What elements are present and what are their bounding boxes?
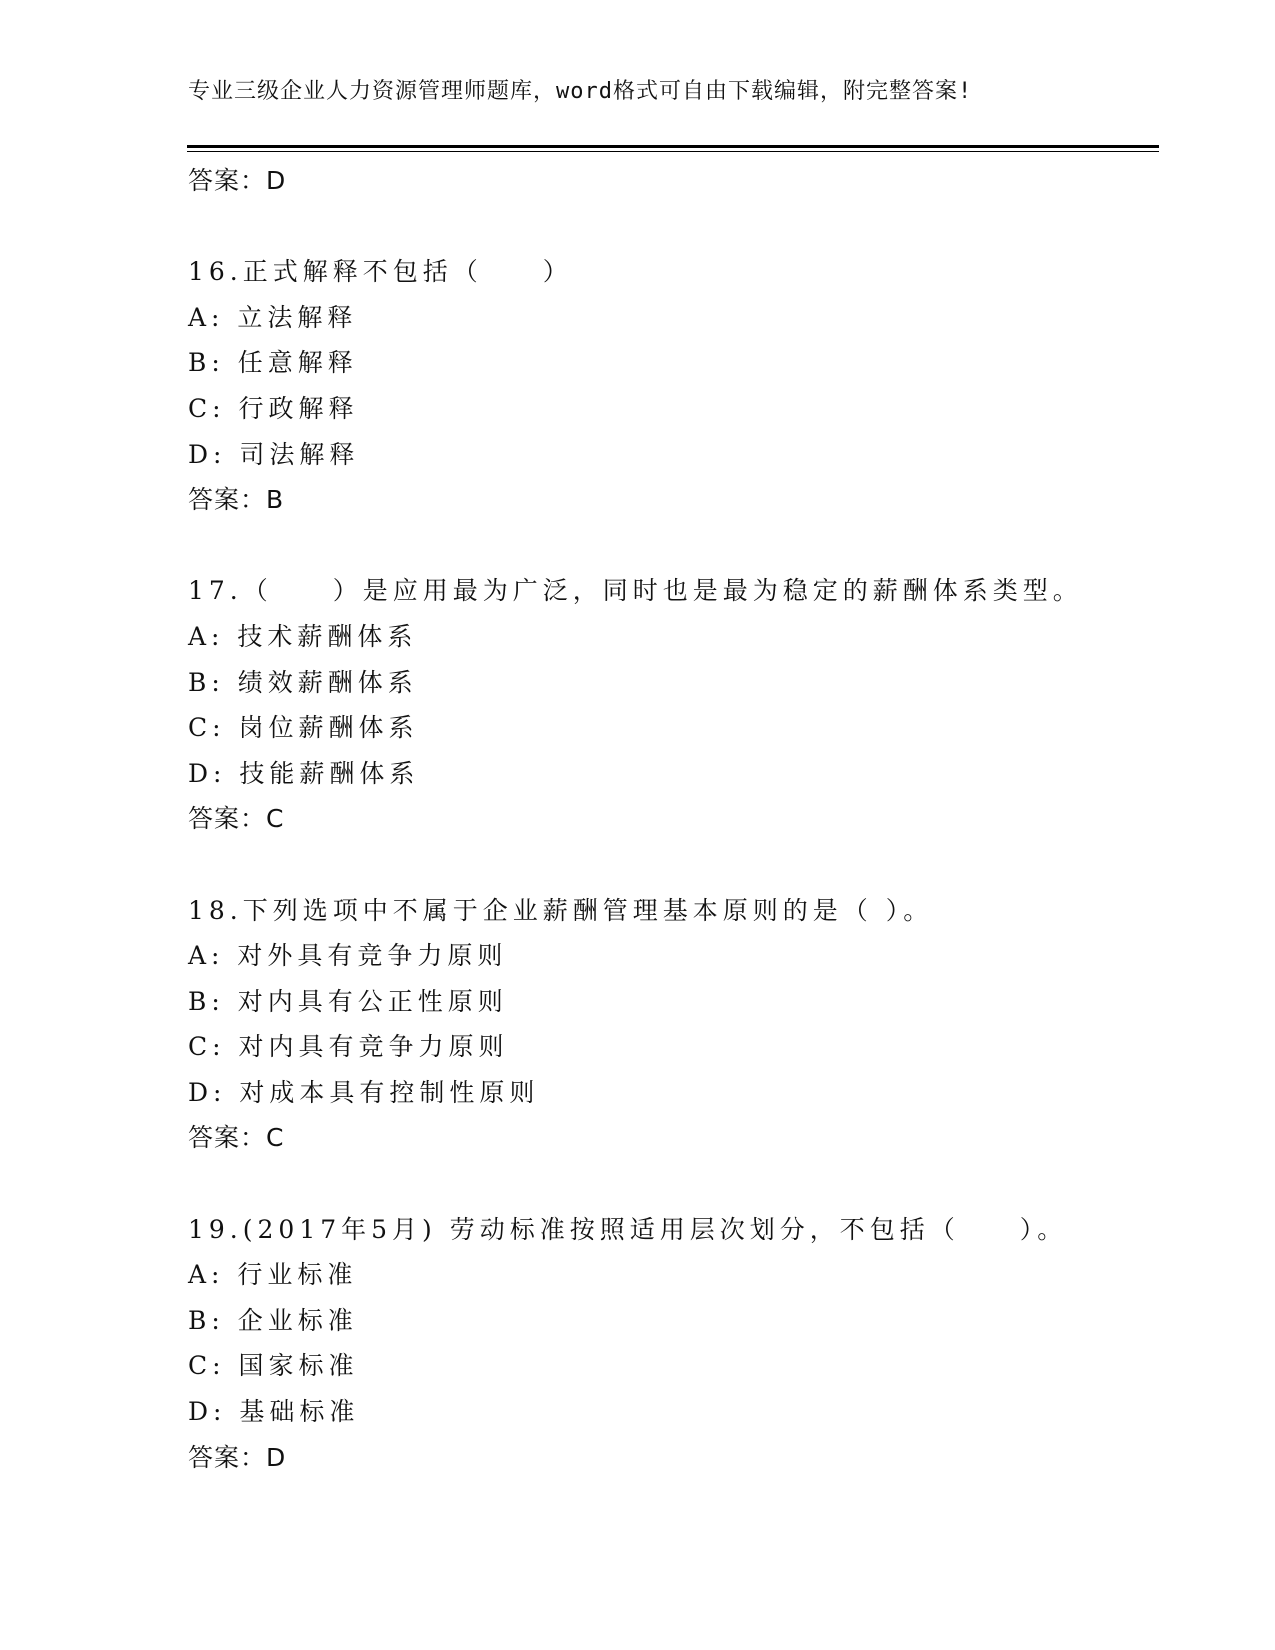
option-d: D: 司法解释	[188, 439, 360, 469]
answer: 答案：B	[188, 485, 285, 515]
answer: 答案：C	[188, 804, 285, 834]
spacer	[188, 204, 1148, 250]
question-text: 18.下列选项中不属于企业薪酬管理基本原则的是（ ）。	[188, 895, 934, 925]
option-c: C: 岗位薪酬体系	[188, 713, 419, 743]
previous-answer: 答案：D	[188, 166, 287, 195]
question-17	[188, 568, 1148, 842]
question-text: 17.（ ）是应用最为广泛，同时也是最为稳定的薪酬体系类型。	[188, 576, 1083, 606]
document-content	[188, 158, 1148, 1480]
option-a: A: 技术薪酬体系	[188, 621, 418, 651]
option-c: C: 行政解释	[188, 393, 359, 423]
option-b: B: 绩效薪酬体系	[188, 667, 418, 697]
page-header: 专业三级企业人力资源管理师题库，word格式可自由下载编辑，附完整答案!	[188, 79, 973, 104]
option-b: B: 对内具有公正性原则	[188, 986, 508, 1016]
question-18	[188, 888, 1148, 1162]
option-b: B: 任意解释	[188, 348, 358, 378]
option-a: A: 行业标准	[188, 1260, 358, 1290]
option-a: A: 立法解释	[188, 302, 358, 332]
answer: 答案：C	[188, 1123, 285, 1153]
option-b: B: 企业标准	[188, 1305, 358, 1335]
spacer	[188, 1161, 1148, 1207]
spacer	[188, 842, 1148, 888]
header-rule-thick	[187, 145, 1159, 148]
option-d: D: 技能薪酬体系	[188, 758, 420, 788]
header-rule-thin	[187, 151, 1159, 152]
question-text: 16.正式解释不包括（ ）	[188, 257, 573, 287]
question-text: 19.(2017年5月) 劳动标准按照适用层次划分，不包括（ ）。	[188, 1214, 1068, 1244]
option-c: C: 国家标准	[188, 1351, 359, 1381]
option-d: D: 对成本具有控制性原则	[188, 1077, 540, 1107]
question-19	[188, 1207, 1148, 1481]
answer: 答案：D	[188, 1442, 287, 1472]
option-d: D: 基础标准	[188, 1397, 360, 1427]
question-16	[188, 249, 1148, 523]
option-c: C: 对内具有竞争力原则	[188, 1032, 509, 1062]
option-a: A: 对外具有竞争力原则	[188, 941, 508, 971]
spacer	[188, 523, 1148, 569]
